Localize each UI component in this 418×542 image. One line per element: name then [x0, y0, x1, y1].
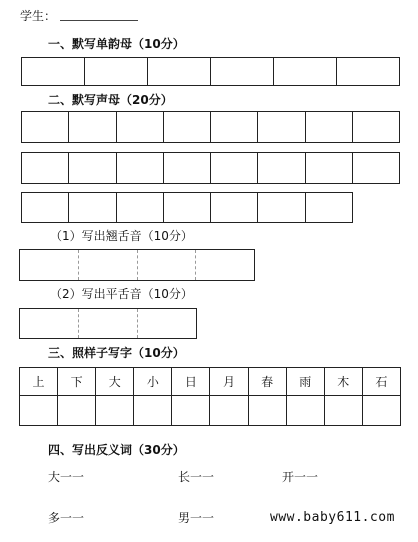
model-characters-row — [20, 368, 401, 396]
model-character: 小 — [134, 368, 172, 396]
model-character: 月 — [210, 368, 248, 396]
answer-box[interactable] — [164, 153, 211, 183]
answer-box[interactable] — [138, 309, 196, 338]
answer-box[interactable] — [211, 153, 258, 183]
website-watermark: www.baby611.com — [270, 510, 395, 525]
antonym-prompt: 多一一 — [48, 511, 85, 525]
answer-box[interactable] — [353, 153, 399, 183]
answer-box[interactable] — [306, 112, 353, 142]
copy-characters-table — [19, 367, 401, 426]
model-character: 石 — [362, 368, 400, 396]
model-character: 日 — [172, 368, 210, 396]
answer-box[interactable] — [138, 250, 197, 280]
practice-box[interactable] — [58, 396, 96, 426]
flat-tongue-grid — [19, 308, 197, 339]
answer-box[interactable] — [79, 250, 138, 280]
antonym-prompt: 大一一 — [48, 470, 85, 484]
answer-box[interactable] — [274, 58, 337, 85]
practice-row — [20, 396, 401, 426]
section-3-title: 三、照样子写字（10分） — [48, 346, 185, 360]
initials-grid-row-3 — [21, 192, 353, 223]
section-4-title: 四、写出反义词（30分） — [48, 443, 185, 457]
practice-box[interactable] — [134, 396, 172, 426]
initials-grid-row-2 — [21, 152, 400, 184]
section-2-sub-1: （1）写出翘舌音（10分） — [50, 229, 193, 243]
answer-box[interactable] — [69, 193, 116, 222]
section-2-sub-2: （2）写出平舌音（10分） — [50, 287, 193, 301]
answer-box[interactable] — [117, 112, 164, 142]
answer-box[interactable] — [85, 58, 148, 85]
model-character: 春 — [248, 368, 286, 396]
answer-box[interactable] — [306, 193, 352, 222]
answer-box[interactable] — [258, 112, 305, 142]
practice-box[interactable] — [96, 396, 134, 426]
model-character: 木 — [324, 368, 362, 396]
answer-box[interactable] — [353, 112, 399, 142]
practice-box[interactable] — [286, 396, 324, 426]
answer-box[interactable] — [337, 58, 399, 85]
answer-box[interactable] — [22, 112, 69, 142]
answer-box[interactable] — [20, 309, 79, 338]
practice-box[interactable] — [172, 396, 210, 426]
section-1-title: 一、默写单韵母（10分） — [48, 37, 185, 51]
answer-box[interactable] — [79, 309, 138, 338]
answer-box[interactable] — [258, 153, 305, 183]
answer-box[interactable] — [69, 112, 116, 142]
answer-box[interactable] — [22, 58, 85, 85]
answer-box[interactable] — [117, 193, 164, 222]
answer-box[interactable] — [306, 153, 353, 183]
practice-box[interactable] — [324, 396, 362, 426]
answer-box[interactable] — [211, 112, 258, 142]
answer-box[interactable] — [258, 193, 305, 222]
model-character: 上 — [20, 368, 58, 396]
answer-box[interactable] — [211, 58, 274, 85]
answer-box[interactable] — [20, 250, 79, 280]
answer-box[interactable] — [69, 153, 116, 183]
practice-box[interactable] — [210, 396, 248, 426]
antonym-prompt: 开一一 — [282, 470, 319, 484]
section-2-title: 二、默写声母（20分） — [48, 93, 173, 107]
answer-box[interactable] — [196, 250, 254, 280]
student-name-line[interactable] — [60, 20, 138, 21]
student-label: 学生： — [20, 9, 57, 23]
answer-box[interactable] — [117, 153, 164, 183]
answer-box[interactable] — [148, 58, 211, 85]
answer-box[interactable] — [164, 112, 211, 142]
antonym-prompt: 男一一 — [178, 511, 215, 525]
answer-box[interactable] — [22, 193, 69, 222]
model-character: 大 — [96, 368, 134, 396]
vowel-grid — [21, 57, 400, 86]
model-character: 下 — [58, 368, 96, 396]
practice-box[interactable] — [20, 396, 58, 426]
initials-grid-row-1 — [21, 111, 400, 143]
retroflex-grid — [19, 249, 255, 281]
answer-box[interactable] — [22, 153, 69, 183]
antonym-prompt: 长一一 — [178, 470, 215, 484]
practice-box[interactable] — [362, 396, 400, 426]
model-character: 雨 — [286, 368, 324, 396]
answer-box[interactable] — [164, 193, 211, 222]
answer-box[interactable] — [211, 193, 258, 222]
practice-box[interactable] — [248, 396, 286, 426]
